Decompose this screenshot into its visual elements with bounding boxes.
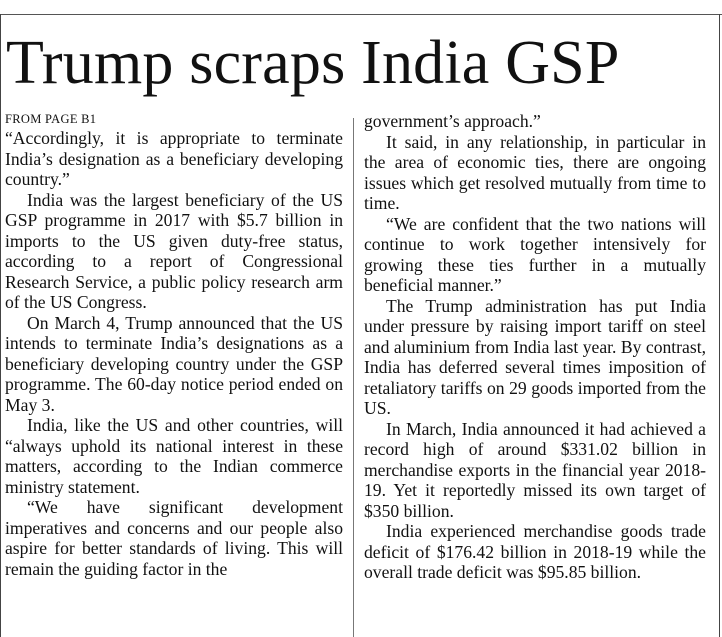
column-divider [353, 118, 354, 637]
paragraph: It said, in any relationship, in particular in the area of economic ties, there are ongoing issues which get resolved mutually from time to time. [364, 131, 706, 213]
top-rule [0, 14, 722, 15]
kicker: FROM PAGE B1 [5, 112, 97, 126]
paragraph: India experienced merchandise goods trade deficit of $176.42 billion in 2018-19 while the overall trade deficit was $95.85 billion. [364, 521, 706, 582]
paragraph: “We have significant development imperatives and concerns and our people also aspire for better standards of living. This will remain the guiding factor in the [5, 497, 343, 579]
paragraph: “We are confident that the two nations will continue to work together intensively for growing these ties further in a mutually beneficial manner.” [364, 213, 706, 295]
paragraph: India, like the US and other countries, will “always uphold its national interest in these matters, according to the Indian commerce ministry statement. [5, 415, 343, 497]
headline: Trump scraps India GSP [6, 29, 620, 97]
left-column [5, 112, 343, 579]
right-column [364, 111, 706, 583]
paragraph: On March 4, Trump announced that the US intends to terminate India’s designations as a beneficiary developing country under the GSP programme. The 60-day notice period ended on May 3. [5, 312, 343, 415]
right-border [719, 14, 720, 637]
left-border [0, 14, 1, 637]
paragraph: India was the largest beneficiary of the US GSP programme in 2017 with $5.7 billion in imports to the US given duty-free status, according to a report of Congressional Research Service, a public policy research arm of the US Congress. [5, 189, 343, 312]
paragraph: The Trump administration has put India under pressure by raising import tariff on steel and aluminium from India last year. By contrast, India has deferred several times imposition of retaliatory tariffs on 29 goods imported from the US. [364, 295, 706, 418]
paragraph: “Accordingly, it is appropriate to terminate India’s designation as a beneficiary developing country.” [5, 128, 343, 189]
paragraph: government’s approach.” [364, 111, 541, 131]
paragraph: In March, India announced it had achieved a record high of around $331.02 billion in merchandise exports in the financial year 2018-19. Yet it reportedly missed its own target of $350 billion. [364, 418, 706, 521]
